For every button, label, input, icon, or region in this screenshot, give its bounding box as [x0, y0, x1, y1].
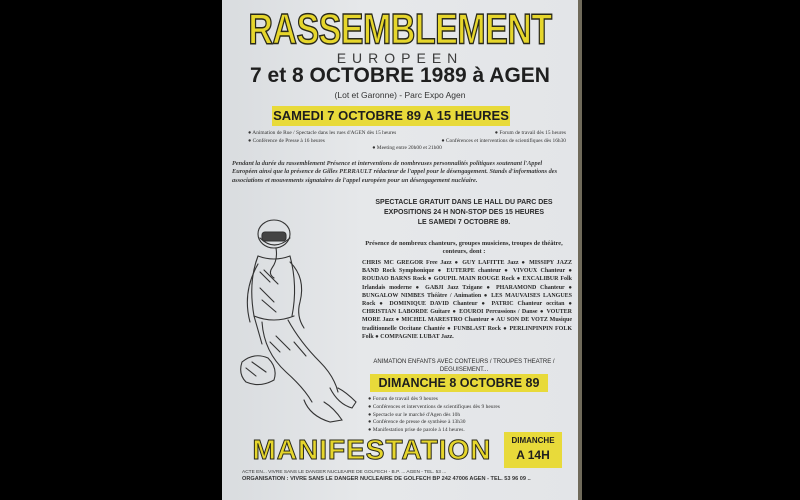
sunday-item: ● Manifestation prise de parole à 14 heures.: [368, 427, 465, 434]
gasmask-figure-illustration: [234, 212, 358, 440]
presence-text: Présence de nombreux chanteurs, groupes musiciens, troupes de théâtre, conteurs, dont :: [365, 240, 563, 255]
footer-address: ACTE EN... VIVRE SANS LE DANGER NUCLEAIRE DE GOLFECH - B.P. ... AGEN - TEL. 53 ...: [242, 470, 447, 475]
poster-edge: [578, 0, 582, 500]
sunday-item: ● Conférence de presse de synthèse à 13h30: [368, 419, 466, 426]
poster-title: RASSEMBLEMENT: [248, 6, 552, 54]
saturday-item: ● Conférence de Presse à 16 heures: [248, 137, 325, 144]
saturday-program: [248, 130, 566, 153]
footer-organisation: ORGANISATION : VIVRE SANS LE DANGER NUCLEAIRE DE GOLFECH BP 242 47006 AGEN - TEL. 53 96 09 ..: [242, 476, 531, 483]
spectacle-line: EXPOSITIONS 24 H NON-STOP DES 15 HEURES: [383, 209, 544, 216]
poster-subtitle: EUROPEEN: [336, 50, 464, 66]
poster: [222, 0, 578, 500]
sunday-item: ● Conférences et interventions de scientifiques dès 9 heures: [368, 403, 500, 410]
sunday-item: ● Spectacle sur le marché d'Agen dès 10h: [368, 411, 461, 418]
manifestation-hour: A 14H: [516, 448, 550, 462]
saturday-item: ● Forum de travail dès 15 heures: [494, 130, 566, 136]
spectacle-heading: [362, 198, 566, 228]
saturday-item: ● Meeting entre 20h00 et 21h00: [372, 145, 442, 152]
artists-list: CHRIS MC GREGOR Free Jazz ● GUY LAFITTE Jazz ● MISSIPY JAZZ BAND Rock Symphonique ● EUTERPE chanteur ● VIVOUX Chanteur ● ROUDAO BARNS Rock ● GOUPIL MAIN ROUGE Rock ● EXCALIBUR Folk Irlandais moderne ● GABJI Jazz Tzigane ● PHARAMOND Chanteur ● BUNGALOW NIMBES Théâtre / Animation ● LES MAUVAISES LANGUES Rock ● DOMINIQUE DAVID Chanteur ● PATRIC Chanteur occitan ● CHRISTIAN LABORDE Guitare ● EOUROI Percussions / Danse ● VOUTER MORE Jazz ● MICHEL MARESTRO Chanteur ● AU SON DE VOTZ Musique traditionnelle Occitane Chantée ● FUNBLAST Rock ● PERLINPINPIN FOLK Folk ● COMPAGNIE LUBAT Jazz.: [362, 260, 572, 340]
poster-dates: 7 et 8 OCTOBRE 1989 à AGEN: [250, 64, 550, 87]
poster-footer: [242, 470, 568, 483]
sunday-item: ● Forum de travail dès 9 heures: [368, 396, 438, 402]
saturday-item: ● Animation de Rue / Spectacle dans les rues d'AGEN dès 15 heures: [248, 130, 397, 136]
manifestation-day: DIMANCHE: [511, 436, 555, 445]
manifestation-time-badge: [504, 432, 562, 468]
animation-text: ANIMATION ENFANTS AVEC CONTEURS / TROUPES THEATRE / DEGUISEMENT...: [373, 359, 555, 373]
sunday-banner: DIMANCHE 8 OCTOBRE 89: [370, 374, 548, 392]
saturday-item: ● Conférences et interventions de scientifiques dès 16h30: [441, 137, 566, 144]
sunday-program: [368, 396, 568, 435]
spectacle-line: LE SAMEDI 7 OCTOBRE 89.: [417, 219, 511, 226]
saturday-paragraph: Pendant la durée du rassemblement Présence et interventions de nombreuses personnalités politiques soutenant l'Appel Européen ainsi que la présence de Gilles PERRAULT rédacteur de l'appel pour le désengagement. Stands d'informations des associations et mouvements signataires de l'appel européen pour un désengagement nucléaire.: [232, 160, 558, 184]
poster-place: (Lot et Garonne) - Parc Expo Agen: [334, 90, 466, 100]
saturday-banner: SAMEDI 7 OCTOBRE 89 A 15 HEURES: [272, 106, 510, 126]
spectacle-line: SPECTACLE GRATUIT DANS LE HALL DU PARC DES: [375, 199, 553, 206]
manifestation-title: MANIFESTATION: [252, 434, 492, 465]
